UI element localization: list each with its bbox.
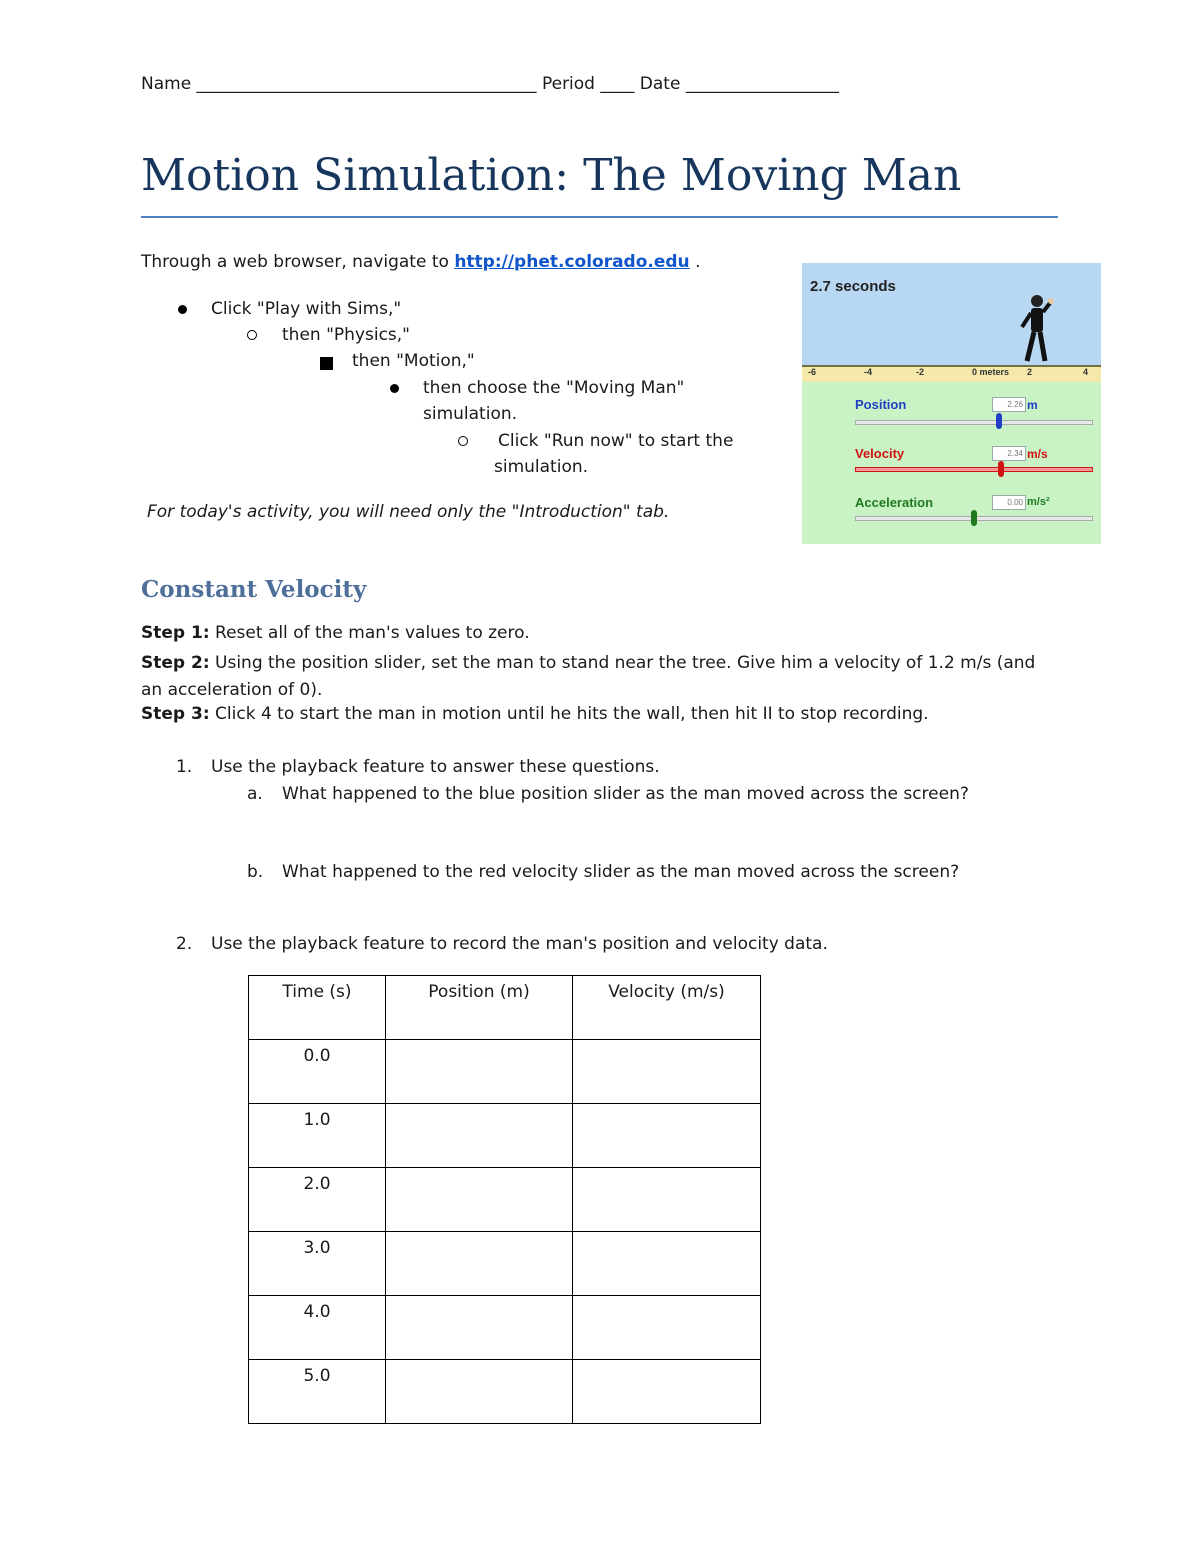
bullet-physics: then "Physics," <box>282 325 410 345</box>
bullet-dot-icon <box>178 305 187 314</box>
position-cell[interactable] <box>386 1040 573 1104</box>
bullet-ring-icon <box>458 436 468 446</box>
sim-time-readout: 2.7 seconds <box>810 278 896 295</box>
ruler-tick-label: 4 <box>1083 367 1089 377</box>
velocity-cell[interactable] <box>573 1168 761 1232</box>
acceleration-value-field: 0.00 <box>992 495 1026 510</box>
velocity-unit: m/s <box>1027 447 1048 461</box>
table-row <box>249 1296 761 1360</box>
bullet-ring-icon <box>247 330 257 340</box>
ruler-tick-label: 0 meters <box>972 367 1010 377</box>
acceleration-slider-knob <box>971 510 977 526</box>
step-1 <box>141 623 530 643</box>
bullet-square-icon <box>320 357 333 370</box>
question-1-number: 1. <box>176 757 193 777</box>
bullet-play-with-sims: Click "Play with Sims," <box>211 299 402 319</box>
time-cell: 2.0 <box>249 1168 386 1232</box>
step-2-text: Using the position slider, set the man to stand near the tree. Give him a velocity of 1.2 m/s (and an acceleration of 0). <box>141 653 1036 700</box>
position-value-field: 2.26 <box>992 397 1026 412</box>
step-3 <box>141 704 929 724</box>
bullet-run-now-line2: simulation. <box>494 457 589 477</box>
page-title: Motion Simulation: The Moving Man <box>141 150 962 201</box>
introduction-tab-note: For today's activity, you will need only the "Introduction" tab. <box>147 502 670 522</box>
velocity-cell[interactable] <box>573 1360 761 1424</box>
step-3-text: Click 4 to start the man in motion until he hits the wall, then hit II to stop recording. <box>209 704 929 724</box>
position-velocity-data-table <box>248 975 761 1424</box>
position-cell[interactable] <box>386 1296 573 1360</box>
bullet-run-now-line1: Click "Run now" to start the <box>498 431 734 451</box>
section-heading-constant-velocity: Constant Velocity <box>141 576 367 603</box>
intro-paragraph <box>141 252 700 272</box>
bullet-moving-man-line2: simulation. <box>423 404 518 424</box>
question-2-number: 2. <box>176 934 193 954</box>
acceleration-unit: m/s² <box>1027 496 1050 508</box>
velocity-cell[interactable] <box>573 1296 761 1360</box>
table-header-row <box>249 976 761 1040</box>
title-divider <box>141 216 1058 218</box>
table-row <box>249 1232 761 1296</box>
ruler-tick-label: 2 <box>1027 367 1033 377</box>
name-period-date-line: Name ________________________________________ Period ____ Date __________________ <box>141 74 839 94</box>
step-2 <box>141 650 1061 704</box>
intro-suffix: . <box>689 252 701 272</box>
table-row <box>249 1168 761 1232</box>
position-cell[interactable] <box>386 1360 573 1424</box>
ruler-tick-label: -4 <box>864 367 873 377</box>
table-row <box>249 1104 761 1168</box>
question-1b-letter: b. <box>247 862 264 882</box>
position-slider-knob <box>996 413 1002 429</box>
question-1-text: Use the playback feature to answer these questions. <box>211 757 660 777</box>
time-cell: 3.0 <box>249 1232 386 1296</box>
step-1-text: Reset all of the man's values to zero. <box>209 623 530 643</box>
ruler-tick-label: -2 <box>916 367 925 377</box>
time-cell: 5.0 <box>249 1360 386 1424</box>
question-1a-letter: a. <box>247 784 263 804</box>
question-1b-text: What happened to the red velocity slider as the man moved across the screen? <box>282 862 960 882</box>
question-2-text: Use the playback feature to record the man's position and velocity data. <box>211 934 828 954</box>
position-cell[interactable] <box>386 1168 573 1232</box>
time-cell: 0.0 <box>249 1040 386 1104</box>
velocity-slider-track <box>855 467 1093 472</box>
time-cell: 4.0 <box>249 1296 386 1360</box>
step-3-label: Step 3: <box>141 704 210 724</box>
table-row <box>249 1360 761 1424</box>
question-1a-text: What happened to the blue position slider as the man moved across the screen? <box>282 784 969 804</box>
bullet-motion: then "Motion," <box>352 351 475 371</box>
position-unit: m <box>1027 398 1038 412</box>
column-header-position: Position (m) <box>386 976 573 1040</box>
step-1-label: Step 1: <box>141 623 210 643</box>
moving-man-figure-icon <box>1017 293 1057 365</box>
phet-link[interactable]: http://phet.colorado.edu <box>454 252 690 272</box>
table-row <box>249 1040 761 1104</box>
step-2-label: Step 2: <box>141 653 210 673</box>
position-slider-track <box>855 420 1093 425</box>
ruler-tick-label: -6 <box>808 367 817 377</box>
position-cell[interactable] <box>386 1104 573 1168</box>
acceleration-label: Acceleration <box>855 495 934 510</box>
position-cell[interactable] <box>386 1232 573 1296</box>
position-label: Position <box>855 397 907 412</box>
time-cell: 1.0 <box>249 1104 386 1168</box>
velocity-value-field: 2.34 <box>992 446 1026 461</box>
velocity-slider-knob <box>998 461 1004 477</box>
column-header-time: Time (s) <box>249 976 386 1040</box>
moving-man-simulation-image <box>802 263 1101 544</box>
velocity-cell[interactable] <box>573 1104 761 1168</box>
bullet-dot-icon <box>390 384 399 393</box>
velocity-label: Velocity <box>855 446 905 461</box>
velocity-cell[interactable] <box>573 1040 761 1104</box>
bullet-moving-man-line1: then choose the "Moving Man" <box>423 378 685 398</box>
intro-prefix: Through a web browser, navigate to <box>141 252 455 272</box>
column-header-velocity: Velocity (m/s) <box>573 976 761 1040</box>
velocity-cell[interactable] <box>573 1232 761 1296</box>
